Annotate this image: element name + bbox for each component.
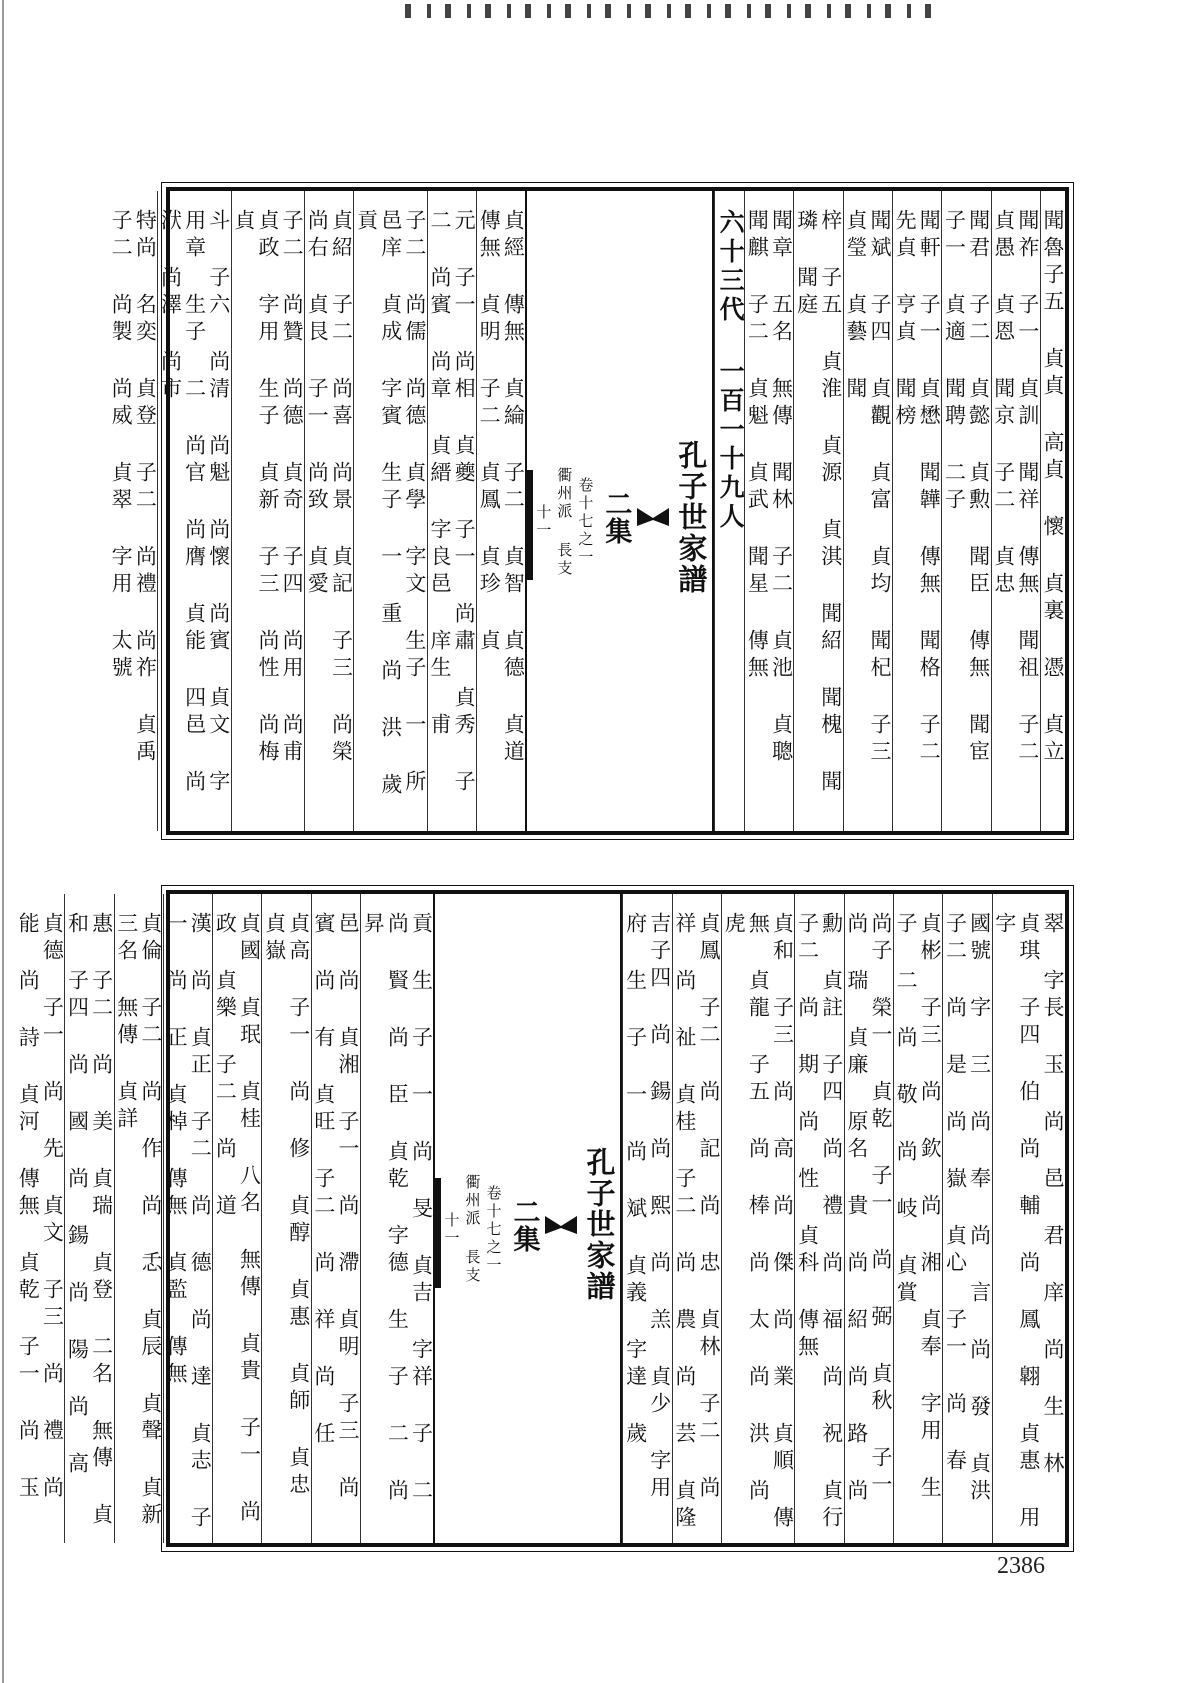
entry-column: 惠 子二 尚 美 貞瑞 貞登 二名 無傳 貞和 子四 尚 國 尚 鍚 尚 陽 尚 高 bbox=[64, 894, 113, 1543]
entry-column: 貞高 子一 尚 修 貞醇 貞惠 貞師 貞忠 貞嶽 bbox=[261, 894, 310, 1543]
entry-column: 尚子 榮一 貞乾 子一 尚 弼 貞秋 子一 尚 瑞 貞廉 原名 貴 尚 紹 尚 路 尚 bbox=[844, 894, 893, 1543]
entry-column: 斗 子六 尚清 尚魁 尚懷 尚賓 貞文 字用章 生子 二 尚官 尚膺 貞能 四邑 尚洑 尚澤 尚市 bbox=[157, 191, 230, 831]
volume-label: 卷十七之一 bbox=[484, 1184, 503, 1275]
page-number: 2386 bbox=[997, 1553, 1045, 1579]
genealogy-page-top bbox=[109, 187, 1069, 835]
entry-column: 吉子四 尚 鍚 尚 熙 尚 羔 貞少 字用 府 生 子 一 尚 斌 貞義 字達 歲 bbox=[622, 894, 671, 1543]
entry-column: 貢 生 子 一 尚 旻 貞吉 字祥 子 二 尚 賢 尚 臣 貞乾 字德 生 子 二 尚 昇 bbox=[360, 894, 433, 1543]
entry-column: 聞軒 子一 貞懋 聞韡 傳無 聞格 子二 先貞 亨貞 聞榜 bbox=[892, 191, 941, 831]
entry-column: 聞章 五名 無傳 聞林 子二 貞池 貞聰 聞麒 子二 貞魁 貞武 聞星 傳無 bbox=[744, 191, 793, 831]
title-banner bbox=[525, 191, 714, 831]
leaf-number: 十一 bbox=[534, 504, 553, 540]
collection-label: 二集 bbox=[508, 1197, 540, 1252]
scan-header-artifact bbox=[405, 4, 945, 18]
entry-column: 貞和 子三 尚 高 尚 傑 尚 業 貞順 傳無 貞龍 子五 尚 棒 尚 太 尚 洪 尚 虎 bbox=[721, 894, 794, 1543]
title-banner bbox=[433, 894, 622, 1543]
banner-rule bbox=[527, 470, 533, 580]
fishtail-ornament-icon bbox=[543, 1214, 579, 1236]
entry-column: 子二 尚儒 尚德 貞學 字文 生子 一 所 邑庠 貞成 字賓 生子 一 重 尚 洪 歲 貢 bbox=[353, 191, 426, 831]
column-container-top bbox=[109, 191, 1065, 831]
book-title: 孔子世家譜 bbox=[674, 439, 709, 595]
fishtail-ornament-icon bbox=[635, 506, 671, 528]
page-edge-line bbox=[2, 0, 4, 1683]
book-title: 孔子世家譜 bbox=[582, 1147, 617, 1302]
entry-column: 貞國 貞珉 貞桂 八名 無傳 貞貴 子一 尚 政 貞樂 子二 尚 道 bbox=[212, 894, 261, 1543]
entry-column: 貞紹 子二 尚喜 尚景 貞記 子三 尚榮 尚右 貞艮 子一 尚致 貞愛 bbox=[304, 191, 353, 831]
entry-column: 漢 尚 貞正 子二 尚 德 尚 達 貞志 子一 尚 正 貞棹 傳無 貞監 傳無 bbox=[163, 894, 212, 1543]
entry-column: 國號 字 三 尚 奉 尚 言 尚 發 貞洪 子二 尚 是 尚 嶽 貞心 子一 尚 春 bbox=[942, 894, 991, 1543]
entry-column: 貞鳳 子二 尚 記 尚 忠 貞林 子二 尚 祥 尚 祉 貞桂 子二 尚 農 尚 芸 貞隆 bbox=[672, 894, 721, 1543]
genealogy-page-bottom bbox=[16, 890, 1069, 1547]
branch-label: 衢州派 長支 bbox=[463, 1174, 482, 1285]
column-container-bottom bbox=[16, 894, 1065, 1543]
entry-column: 貞彬 子三 尚 欽 尚 湘 貞奉 字用 生 子 二 尚 敬 尚 岐 貞賞 bbox=[893, 894, 942, 1543]
entry-column: 貞經 傳無 貞綸 子二 貞智 貞德 貞道 傳無 貞明 子二 貞鳳 貞珍 貞 bbox=[476, 191, 525, 831]
entry-column: 聞祚 子一 貞訓 聞祥 傳無 聞祖 子二 貞愚 貞恩 聞京 子二 貞忠 bbox=[991, 191, 1040, 831]
entry-column: 聞斌 子四 貞觀 貞富 貞均 聞杞 子三 貞瑩 貞藝 聞 bbox=[843, 191, 892, 831]
entry-column: 翠 字長 玉 尚 邑 君 庠 尚 生 林 貞琪 子四 伯 尚 輔 尚 鳳 翺 貞惠 用字 bbox=[992, 894, 1065, 1543]
entry-column: 聞魯子五 貞貞 高貞 懷 貞裏 憑 貞立 bbox=[1040, 191, 1065, 831]
banner-rule bbox=[435, 1178, 441, 1288]
volume-label: 卷十七之一 bbox=[576, 477, 595, 567]
entry-column: 梓 子五 貞淮 貞源 貞淇 聞紹 聞槐 聞璘 聞庭 bbox=[793, 191, 842, 831]
collection-label: 二集 bbox=[600, 490, 632, 544]
generation-heading: 六十三代 一百一十九人 bbox=[714, 191, 744, 831]
entry-column: 邑 尚 貞湘 子一 尚 滯 貞明 子三 尚 賓 尚 有 貞旺 子二 尚 祥 尚 任 bbox=[311, 894, 360, 1543]
branch-label: 衢州派 長支 bbox=[555, 466, 574, 578]
entry-column: 元 子一 尚相 貞夔 子一 尚肅 貞秀 子二 尚賓 尚章 貞縉 字良邑 庠生 甫 bbox=[427, 191, 476, 831]
entry-column: 特尚 名奕 貞登 子二 尚禮 尚祚 貞禹 子二 尚製 尚威 貞翠 字用 太號 bbox=[109, 209, 158, 767]
leaf-number: 十一 bbox=[442, 1211, 461, 1248]
entry-column: 子二 尚贊 尚德 貞奇 子四 尚用 尚甫 貞政 字用 生子 貞新 子三 尚性 尚梅 貞 bbox=[231, 191, 304, 831]
entry-column: 勳 貞註 子四 尚 禮 尚 福 尚 祝 貞行 子二 尚 期 尚 性 貞科 傳無 bbox=[794, 894, 843, 1543]
entry-column: 貞倫 子二 尚 作 尚 忎 貞辰 貞聲 貞新 三名 無傳 貞詳 bbox=[114, 894, 163, 1543]
entry-column: 聞君 子二 貞懿 貞勲 聞臣 傳無 聞宦 子一 貞適 聞聘 二子 bbox=[941, 191, 990, 831]
entry-column: 貞德 子一 尚 先 貞文 子三 尚 禮 尚 能 尚 詩 貞河 傳無 貞乾 子一 尚 玉 bbox=[16, 912, 65, 1503]
